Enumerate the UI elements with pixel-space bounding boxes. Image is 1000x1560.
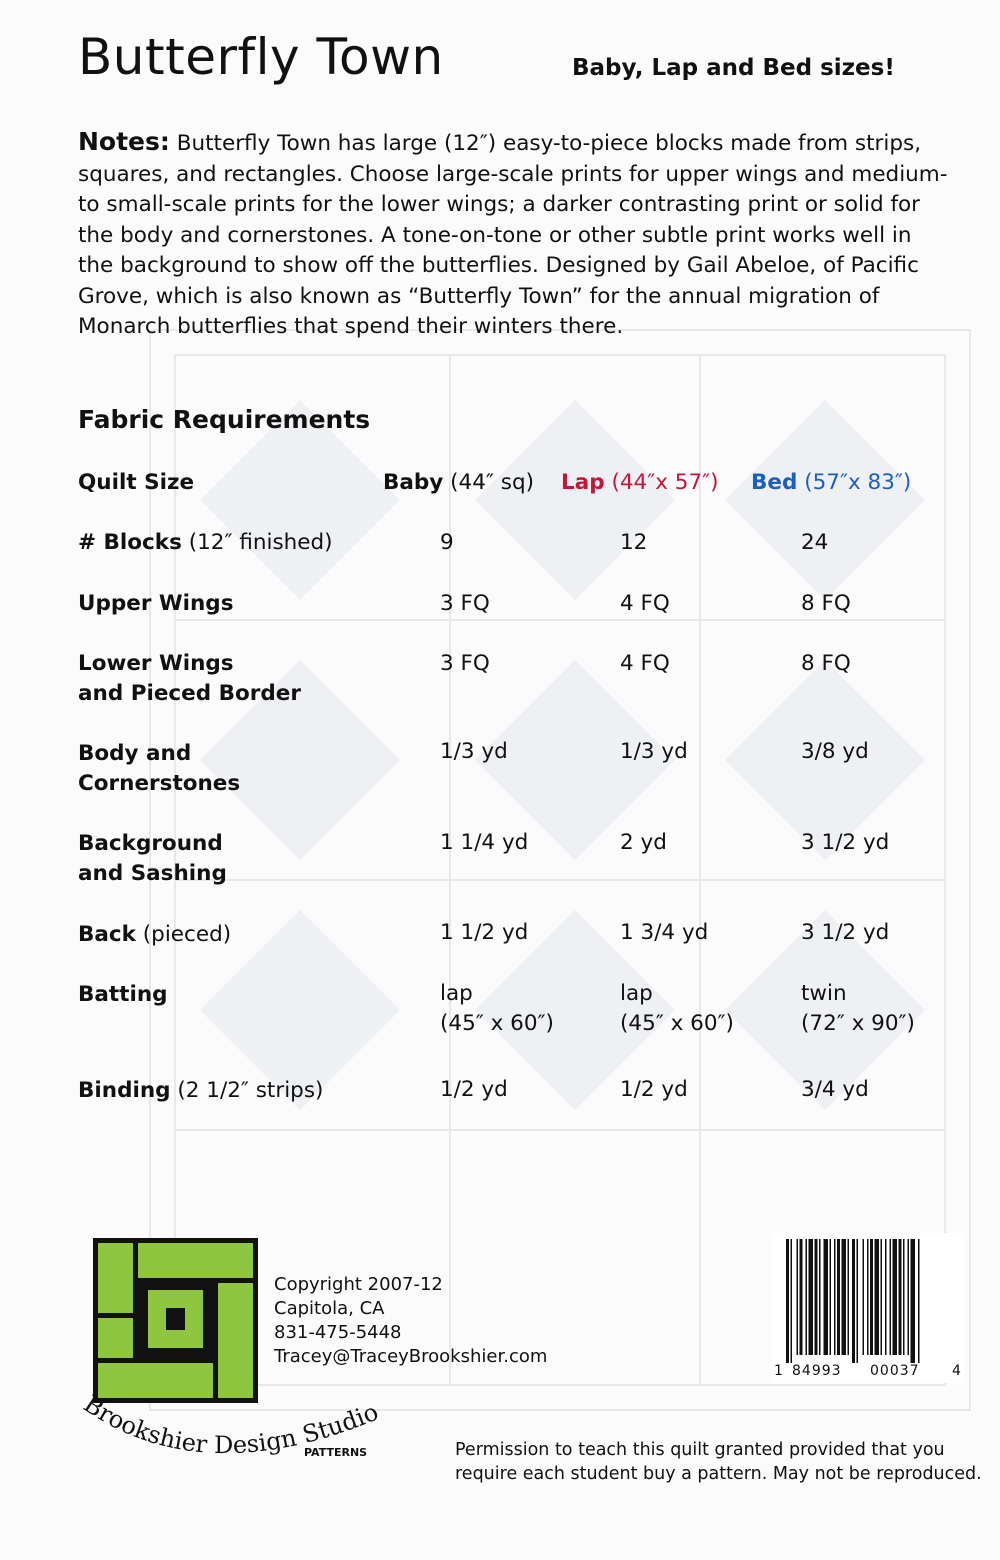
cell-bed: twin (72″ x 90″) bbox=[801, 981, 915, 1036]
barcode-bar bbox=[842, 1239, 847, 1355]
email-text: Tracey@TraceyBrookshier.com bbox=[274, 1346, 548, 1367]
row-label-binding: Binding (2 1/2″ strips) bbox=[78, 1078, 324, 1103]
row-label-batting: Batting bbox=[78, 982, 168, 1007]
cell-baby: 1 1/4 yd bbox=[440, 830, 529, 855]
cell-baby: 3 FQ bbox=[440, 591, 490, 616]
barcode-bar bbox=[786, 1239, 789, 1363]
cell-lap: lap (45″ x 60″) bbox=[620, 981, 734, 1036]
barcode-bar bbox=[837, 1239, 840, 1355]
barcode-bar bbox=[893, 1239, 898, 1355]
barcode-bar bbox=[834, 1239, 836, 1355]
cell-baby: 1/3 yd bbox=[440, 739, 508, 764]
cell-baby: 1 1/2 yd bbox=[440, 920, 529, 945]
row-label-body: Body and Cornerstones bbox=[78, 741, 241, 796]
cell-lap: 1/3 yd bbox=[620, 739, 688, 764]
city-text: Capitola, CA bbox=[274, 1298, 385, 1319]
barcode-right-digits: 00037 bbox=[870, 1363, 920, 1379]
cell-baby: 3 FQ bbox=[440, 651, 490, 676]
cell-bed: 8 FQ bbox=[801, 651, 851, 676]
row-label-lower-wings: Lower Wings and Pieced Border bbox=[78, 651, 301, 706]
barcode-bar bbox=[857, 1239, 859, 1363]
brand-name: Brookshier Design Studio bbox=[78, 1389, 383, 1460]
barcode-bar bbox=[852, 1239, 855, 1363]
section-title: Fabric Requirements bbox=[78, 405, 371, 434]
page-subtitle: Baby, Lap and Bed sizes! bbox=[572, 55, 895, 81]
barcode-bar bbox=[890, 1239, 892, 1355]
barcode-bar bbox=[848, 1239, 850, 1355]
cell-bed: 8 FQ bbox=[801, 591, 851, 616]
brand-tag: PATTERNS bbox=[304, 1446, 368, 1459]
barcode-bar bbox=[791, 1239, 793, 1363]
row-label-blocks: # Blocks (12″ finished) bbox=[78, 530, 333, 555]
barcode-bar bbox=[863, 1239, 865, 1355]
row-label-upper-wings: Upper Wings bbox=[78, 591, 234, 616]
barcode-left-digits: 84993 bbox=[792, 1363, 842, 1379]
barcode-bar bbox=[908, 1239, 910, 1355]
cell-bed: 3/8 yd bbox=[801, 739, 869, 764]
barcode-bar bbox=[899, 1239, 902, 1355]
barcode-bar bbox=[797, 1239, 799, 1355]
barcode-trail-digit: 4 bbox=[952, 1363, 961, 1379]
cell-bed: 24 bbox=[801, 530, 829, 555]
cell-lap: 2 yd bbox=[620, 830, 667, 855]
cell-bed: 3 1/2 yd bbox=[801, 920, 890, 945]
cell-baby: 9 bbox=[440, 530, 454, 555]
notes-label: Notes: bbox=[78, 127, 170, 156]
cell-lap: 1/2 yd bbox=[620, 1077, 688, 1102]
contact-info bbox=[274, 1273, 547, 1369]
barcode-bar bbox=[806, 1239, 808, 1355]
barcode-bar bbox=[911, 1239, 916, 1363]
barcode-bar bbox=[824, 1239, 829, 1355]
barcode-bar bbox=[881, 1239, 883, 1355]
barcode-bar bbox=[830, 1239, 832, 1355]
cell-bed: 3/4 yd bbox=[801, 1077, 869, 1102]
barcode bbox=[772, 1233, 964, 1383]
copyright-text: Copyright 2007-12 bbox=[274, 1274, 443, 1295]
barcode-lead-digit: 1 bbox=[774, 1363, 783, 1379]
barcode-bar bbox=[867, 1239, 869, 1355]
barcode-bar bbox=[918, 1239, 920, 1363]
barcode-bar bbox=[809, 1239, 814, 1355]
barcode-bar bbox=[875, 1239, 880, 1355]
brand-wordmark bbox=[72, 1378, 402, 1508]
barcode-bar bbox=[885, 1239, 887, 1355]
notes-text: Butterfly Town has large (12″) easy-to-piece blocks made from strips, squares, and rectangles. Choose large-scale prints for upper wings and medium-to small-scale prints for the lower wings; a darker contrasting print or solid for the body and cornerstones. A tone-on-tone or other subtle print works well in the background to show off the butterflies. Designed by Gail Abeloe, of Pacific Grove, which is also known as “Butterfly Town” for the annual migration of Monarch butterflies that spend their winters there. bbox=[78, 131, 948, 339]
barcode-bar bbox=[819, 1239, 821, 1355]
page-title: Butterfly Town bbox=[78, 28, 444, 86]
notes-paragraph bbox=[78, 127, 948, 343]
barcode-bar bbox=[815, 1239, 818, 1355]
cell-lap: 4 FQ bbox=[620, 651, 670, 676]
permission-notice: Permission to teach this quilt granted provided that you require each student buy a pattern. May not be reproduced. bbox=[455, 1440, 982, 1484]
column-header-bed: Bed (57″x 83″) bbox=[751, 470, 912, 495]
cell-baby: lap (45″ x 60″) bbox=[440, 981, 554, 1036]
barcode-bar bbox=[903, 1239, 905, 1355]
barcode-bar bbox=[870, 1239, 873, 1355]
phone-text: 831-475-5448 bbox=[274, 1322, 402, 1343]
cell-baby: 1/2 yd bbox=[440, 1077, 508, 1102]
cell-lap: 4 FQ bbox=[620, 591, 670, 616]
row-label-background: Background and Sashing bbox=[78, 831, 227, 886]
table-header-label: Quilt Size bbox=[78, 470, 195, 495]
cell-bed: 3 1/2 yd bbox=[801, 830, 890, 855]
cell-lap: 1 3/4 yd bbox=[620, 920, 709, 945]
column-header-lap: Lap (44″x 57″) bbox=[561, 470, 719, 495]
cell-lap: 12 bbox=[620, 530, 648, 555]
column-header-baby: Baby (44″ sq) bbox=[383, 470, 534, 495]
row-label-back: Back (pieced) bbox=[78, 922, 232, 947]
barcode-bar bbox=[800, 1239, 803, 1355]
